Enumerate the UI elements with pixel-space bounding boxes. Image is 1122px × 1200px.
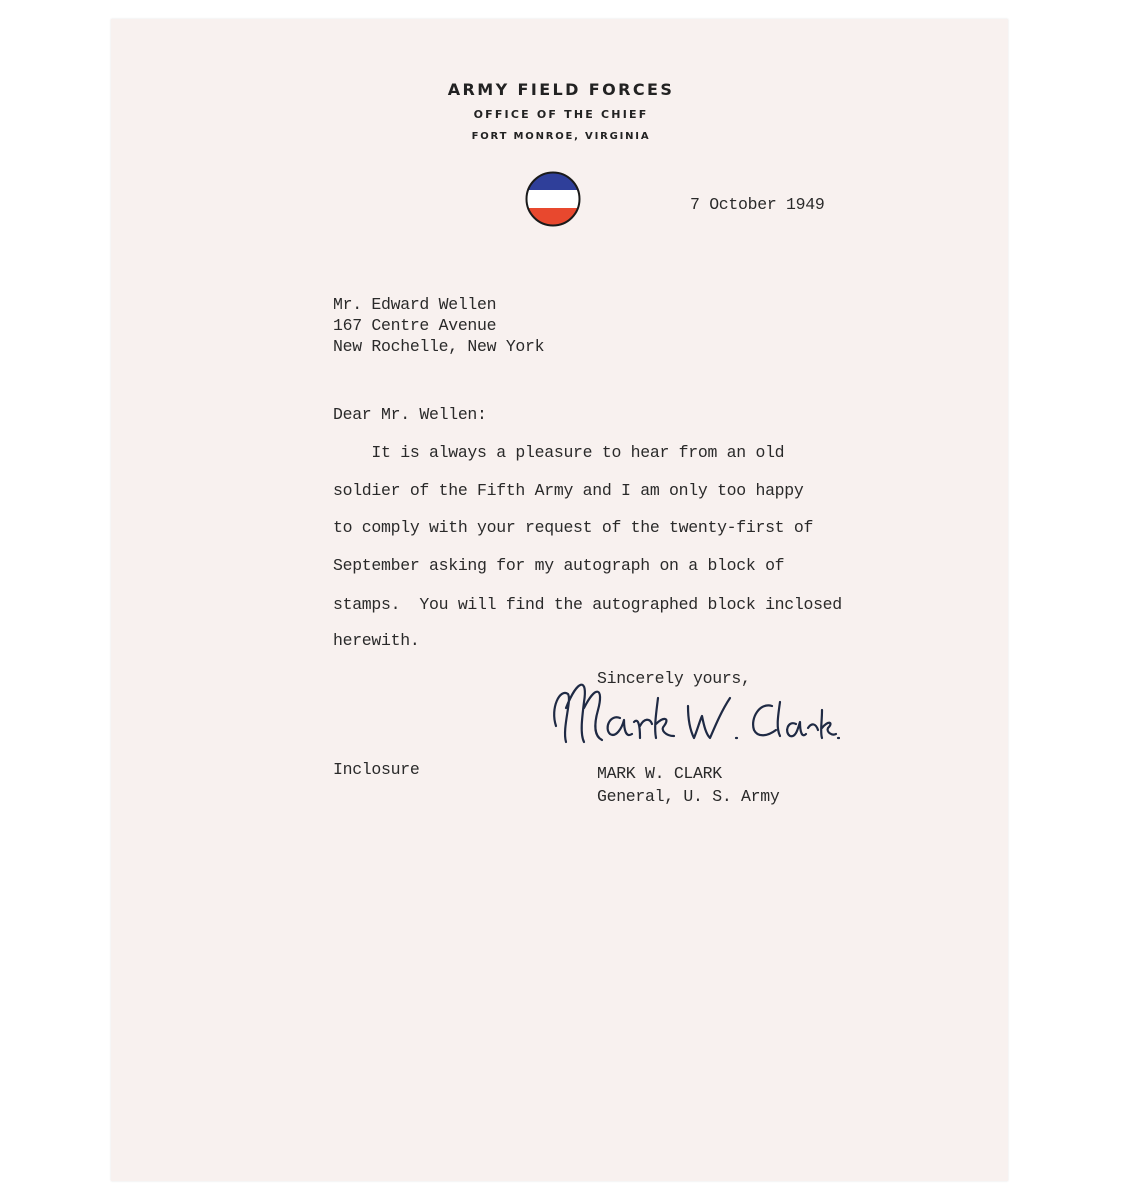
recipient-line: New Rochelle, New York [333, 337, 545, 356]
body-line: soldier of the Fifth Army and I am only too happy [333, 481, 804, 500]
letterhead-organization: ARMY FIELD FORCES [447, 80, 675, 99]
recipient-line: 167 Centre Avenue [333, 316, 497, 335]
signer-title: General, U. S. Army [597, 787, 780, 806]
signer-name: MARK W. CLARK [597, 764, 722, 783]
body-line: It is always a pleasure to hear from an old [333, 443, 785, 462]
body-line: September asking for my autograph on a block of [333, 556, 785, 575]
body-line: stamps. You will find the autographed block inclosed [333, 595, 842, 614]
body-line: to comply with your request of the twenty-first of [333, 518, 814, 537]
recipient-line: Mr. Edward Wellen [333, 295, 497, 314]
salutation: Dear Mr. Wellen: [333, 405, 487, 424]
letterhead-location: FORT MONROE, VIRGINIA [471, 131, 651, 142]
body-line: herewith. [333, 631, 420, 650]
enclosure-note: Inclosure [333, 760, 420, 779]
handwritten-signature [540, 658, 840, 758]
closing: Sincerely yours, [597, 669, 751, 688]
letter-date: 7 October 1949 [690, 195, 825, 214]
letterhead-office: OFFICE OF THE CHIEF [473, 108, 649, 121]
emblem-white-band [525, 190, 581, 208]
army-emblem-icon [525, 171, 581, 227]
